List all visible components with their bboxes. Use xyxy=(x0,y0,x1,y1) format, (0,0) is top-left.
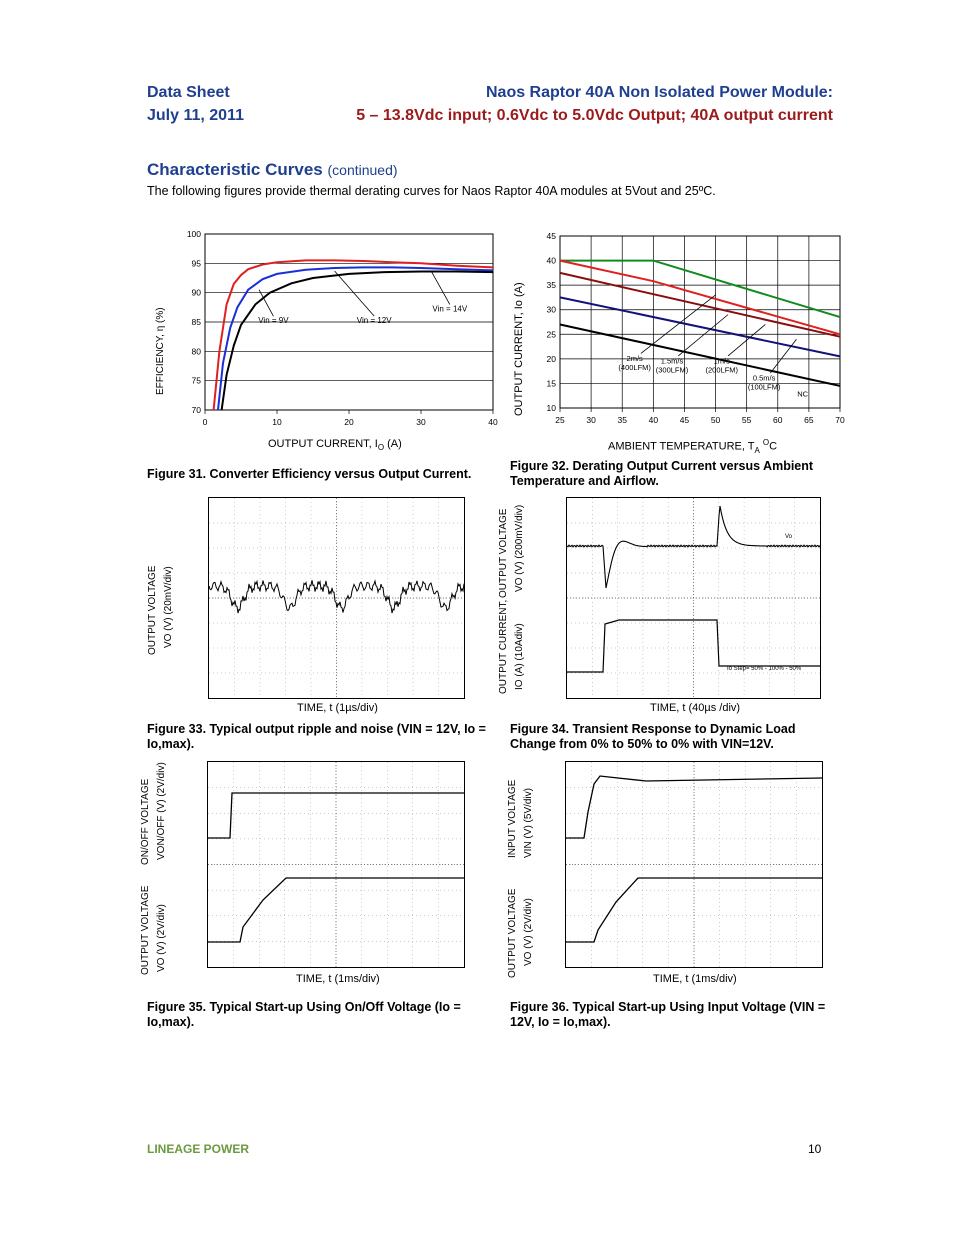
deration-ytick-label: 30 xyxy=(546,304,556,315)
intro-text: The following figures provide thermal derating curves for Naos Raptor 40A modules at 5Vout and 25ºC. xyxy=(147,184,716,198)
scope-onoff-ylabel2: VON/OFF (V) (2V/div) xyxy=(156,762,167,860)
deration-ytick-label: 45 xyxy=(546,231,556,241)
efficiency-chart xyxy=(150,225,510,460)
deration-ytick-label: 40 xyxy=(546,255,556,266)
footer-brand: LINEAGE POWER xyxy=(147,1142,250,1156)
section-subtitle: (continued) xyxy=(327,162,398,178)
efficiency-xtick-label: 20 xyxy=(344,417,354,427)
efficiency-ytick-label: 95 xyxy=(191,258,201,269)
scope-transient-ylabel4: IO (A) (10Adiv) xyxy=(514,623,525,690)
deration-annotation: 1.5m/s xyxy=(660,356,684,366)
scope-startup-input-trace xyxy=(566,762,822,967)
figure-33-caption: Figure 33. Typical output ripple and noise (VIN = 12V, Io = Io,max). xyxy=(147,722,486,751)
derating-grid xyxy=(560,236,840,412)
deration-xtick-label: 40 xyxy=(648,415,659,425)
efficiency-annotation: Vin = 9V xyxy=(258,316,289,326)
deration-xtick-label: 70 xyxy=(835,415,845,425)
deration-annotation-leader xyxy=(641,295,716,353)
deration-annotation: 0.5m/s xyxy=(752,373,776,383)
efficiency-series-line xyxy=(214,260,493,410)
deration-annotation: (400LFM) xyxy=(618,362,651,372)
deration-annotation: (100LFM) xyxy=(747,382,781,392)
deration-annotation: 1m/s xyxy=(713,356,730,366)
deration-annotation: NC xyxy=(797,389,809,399)
deration-ytick-label: 10 xyxy=(546,403,556,413)
efficiency-annotation: Vin = 14V xyxy=(432,304,468,314)
scope-startup-onoff xyxy=(207,761,465,968)
scope-ripple-trace xyxy=(209,498,464,698)
efficiency-annotation-leader xyxy=(335,271,375,316)
scope-onoff-ylabel3: OUTPUT VOLTAGE xyxy=(140,885,151,975)
transient-io-tag: Io Step= 50% - 100% - 50% xyxy=(727,666,802,672)
deration-ytick-label: 35 xyxy=(546,280,556,291)
efficiency-ticks xyxy=(187,229,498,427)
efficiency-xtick-label: 10 xyxy=(272,417,282,427)
efficiency-annotation-leader xyxy=(432,272,450,304)
deration-xtick-label: 65 xyxy=(804,415,814,425)
section-title-text: Characteristic Curves xyxy=(147,160,323,179)
efficiency-series-line xyxy=(218,267,493,410)
scope-transient-xlabel: TIME, t (40µs /div) xyxy=(650,702,741,714)
scope-transient-ylabel1: OUTPUT VOLTAGE xyxy=(498,508,509,598)
efficiency-ytick-label: 100 xyxy=(186,229,201,239)
scope-input-ylabel3: OUTPUT VOLTAGE xyxy=(507,888,518,978)
efficiency-xlabel: OUTPUT CURRENT, $I_O$ (A) xyxy=(268,438,402,453)
scope-input-ylabel1: INPUT VOLTAGE xyxy=(507,779,518,858)
page-number: 10 xyxy=(808,1142,822,1156)
deration-xtick-label: 25 xyxy=(555,415,565,425)
efficiency-series-line xyxy=(222,272,493,411)
figure-32-caption: Figure 32. Derating Output Current versus Ambient Temperature and Airflow. xyxy=(510,459,814,488)
scope-transient-trace xyxy=(567,498,820,698)
deration-ytick-label: 20 xyxy=(546,353,556,364)
deration-series-line xyxy=(560,261,840,335)
deration-ytick-label: 15 xyxy=(546,378,556,389)
efficiency-ytick-label: 70 xyxy=(191,405,201,415)
deration-annotation: 2m/s xyxy=(626,353,643,363)
derating-lines xyxy=(560,261,840,386)
efficiency-ytick-label: 90 xyxy=(191,287,201,298)
derating-ylabel: OUTPUT CURRENT, Io (A) xyxy=(513,282,525,416)
scope-ripple-xlabel: TIME, t (1µs/div) xyxy=(297,702,378,714)
deration-annotation: (300LFM) xyxy=(655,365,689,375)
scope-ripple-ylabel1: OUTPUT VOLTAGE xyxy=(147,565,158,655)
deration-xtick-label: 45 xyxy=(679,415,690,425)
deration-xtick-label: 55 xyxy=(741,415,752,425)
derating-xlabel: AMBIENT TEMPERATURE, $T_A$ $^O$C xyxy=(608,438,778,455)
efficiency-annotation: Vin = 12V xyxy=(356,316,392,326)
deration-xtick-label: 30 xyxy=(586,415,596,425)
scope-input-ylabel2: VIN (V) (5V/div) xyxy=(523,787,534,858)
figure-34-caption: Figure 34. Transient Response to Dynamic Load Change from 0% to 50% to 0% with VIN=12V. xyxy=(510,722,796,751)
scope-ripple-ylabel2: VO (V) (20mV/div) xyxy=(163,566,174,648)
deration-annotation: (200LFM) xyxy=(705,365,739,375)
efficiency-lines xyxy=(214,260,493,410)
efficiency-xtick-label: 30 xyxy=(416,417,426,427)
scope-input-ylabel4: VO (V) (2V/div) xyxy=(523,898,534,966)
scope-ripple xyxy=(208,497,465,699)
scope-onoff-xlabel: TIME, t (1ms/div) xyxy=(296,973,380,985)
deration-annotation-leader xyxy=(678,315,728,356)
deration-xtick-label: 60 xyxy=(773,415,783,425)
scope-startup-input xyxy=(565,761,823,968)
efficiency-ytick-label: 75 xyxy=(191,375,201,386)
scope-transient-ylabel3: OUTPUT CURRENT, xyxy=(498,599,509,694)
scope-onoff-ylabel1: ON/OFF VOLTAGE xyxy=(140,778,151,865)
figure-36-caption: Figure 36. Typical Start-up Using Input Voltage (VIN = 12V, Io = Io,max). xyxy=(510,1000,826,1029)
deration-series-line xyxy=(560,325,840,386)
figure-31-caption: Figure 31. Converter Efficiency versus Output Current. xyxy=(147,467,472,481)
efficiency-ytick-label: 80 xyxy=(191,346,201,357)
scope-onoff-ylabel4: VO (V) (2V/div) xyxy=(156,904,167,972)
efficiency-annotations xyxy=(258,271,468,325)
scope-startup-onoff-trace xyxy=(208,762,464,967)
scope-input-xlabel: TIME, t (1ms/div) xyxy=(653,973,737,985)
scope-transient xyxy=(566,497,821,699)
header-spec: 5 – 13.8Vdc input; 0.6Vdc to 5.0Vdc Output; 40A output current xyxy=(356,107,833,124)
efficiency-ytick-label: 85 xyxy=(191,317,201,327)
header-doc-type: Data Sheet xyxy=(147,84,230,101)
efficiency-ylabel: EFFICIENCY, η (%) xyxy=(155,307,166,395)
derating-chart xyxy=(530,228,850,433)
section-title xyxy=(147,160,398,180)
figure-35-caption: Figure 35. Typical Start-up Using On/Off Voltage (Io = Io,max). xyxy=(147,1000,461,1029)
deration-xtick-label: 50 xyxy=(710,415,721,425)
header-date: July 11, 2011 xyxy=(147,107,244,124)
header-product: Naos Raptor 40A Non Isolated Power Module: xyxy=(485,84,833,101)
deration-xtick-label: 35 xyxy=(617,415,627,425)
efficiency-xtick-label: 0 xyxy=(202,417,208,427)
scope-transient-ylabel2: VO (V) (200mV/div) xyxy=(514,504,525,592)
deration-ytick-label: 25 xyxy=(546,329,556,340)
efficiency-xtick-label: 40 xyxy=(488,417,498,427)
transient-vo-tag: Vo xyxy=(785,534,793,540)
efficiency-annotation-leader xyxy=(259,290,273,316)
